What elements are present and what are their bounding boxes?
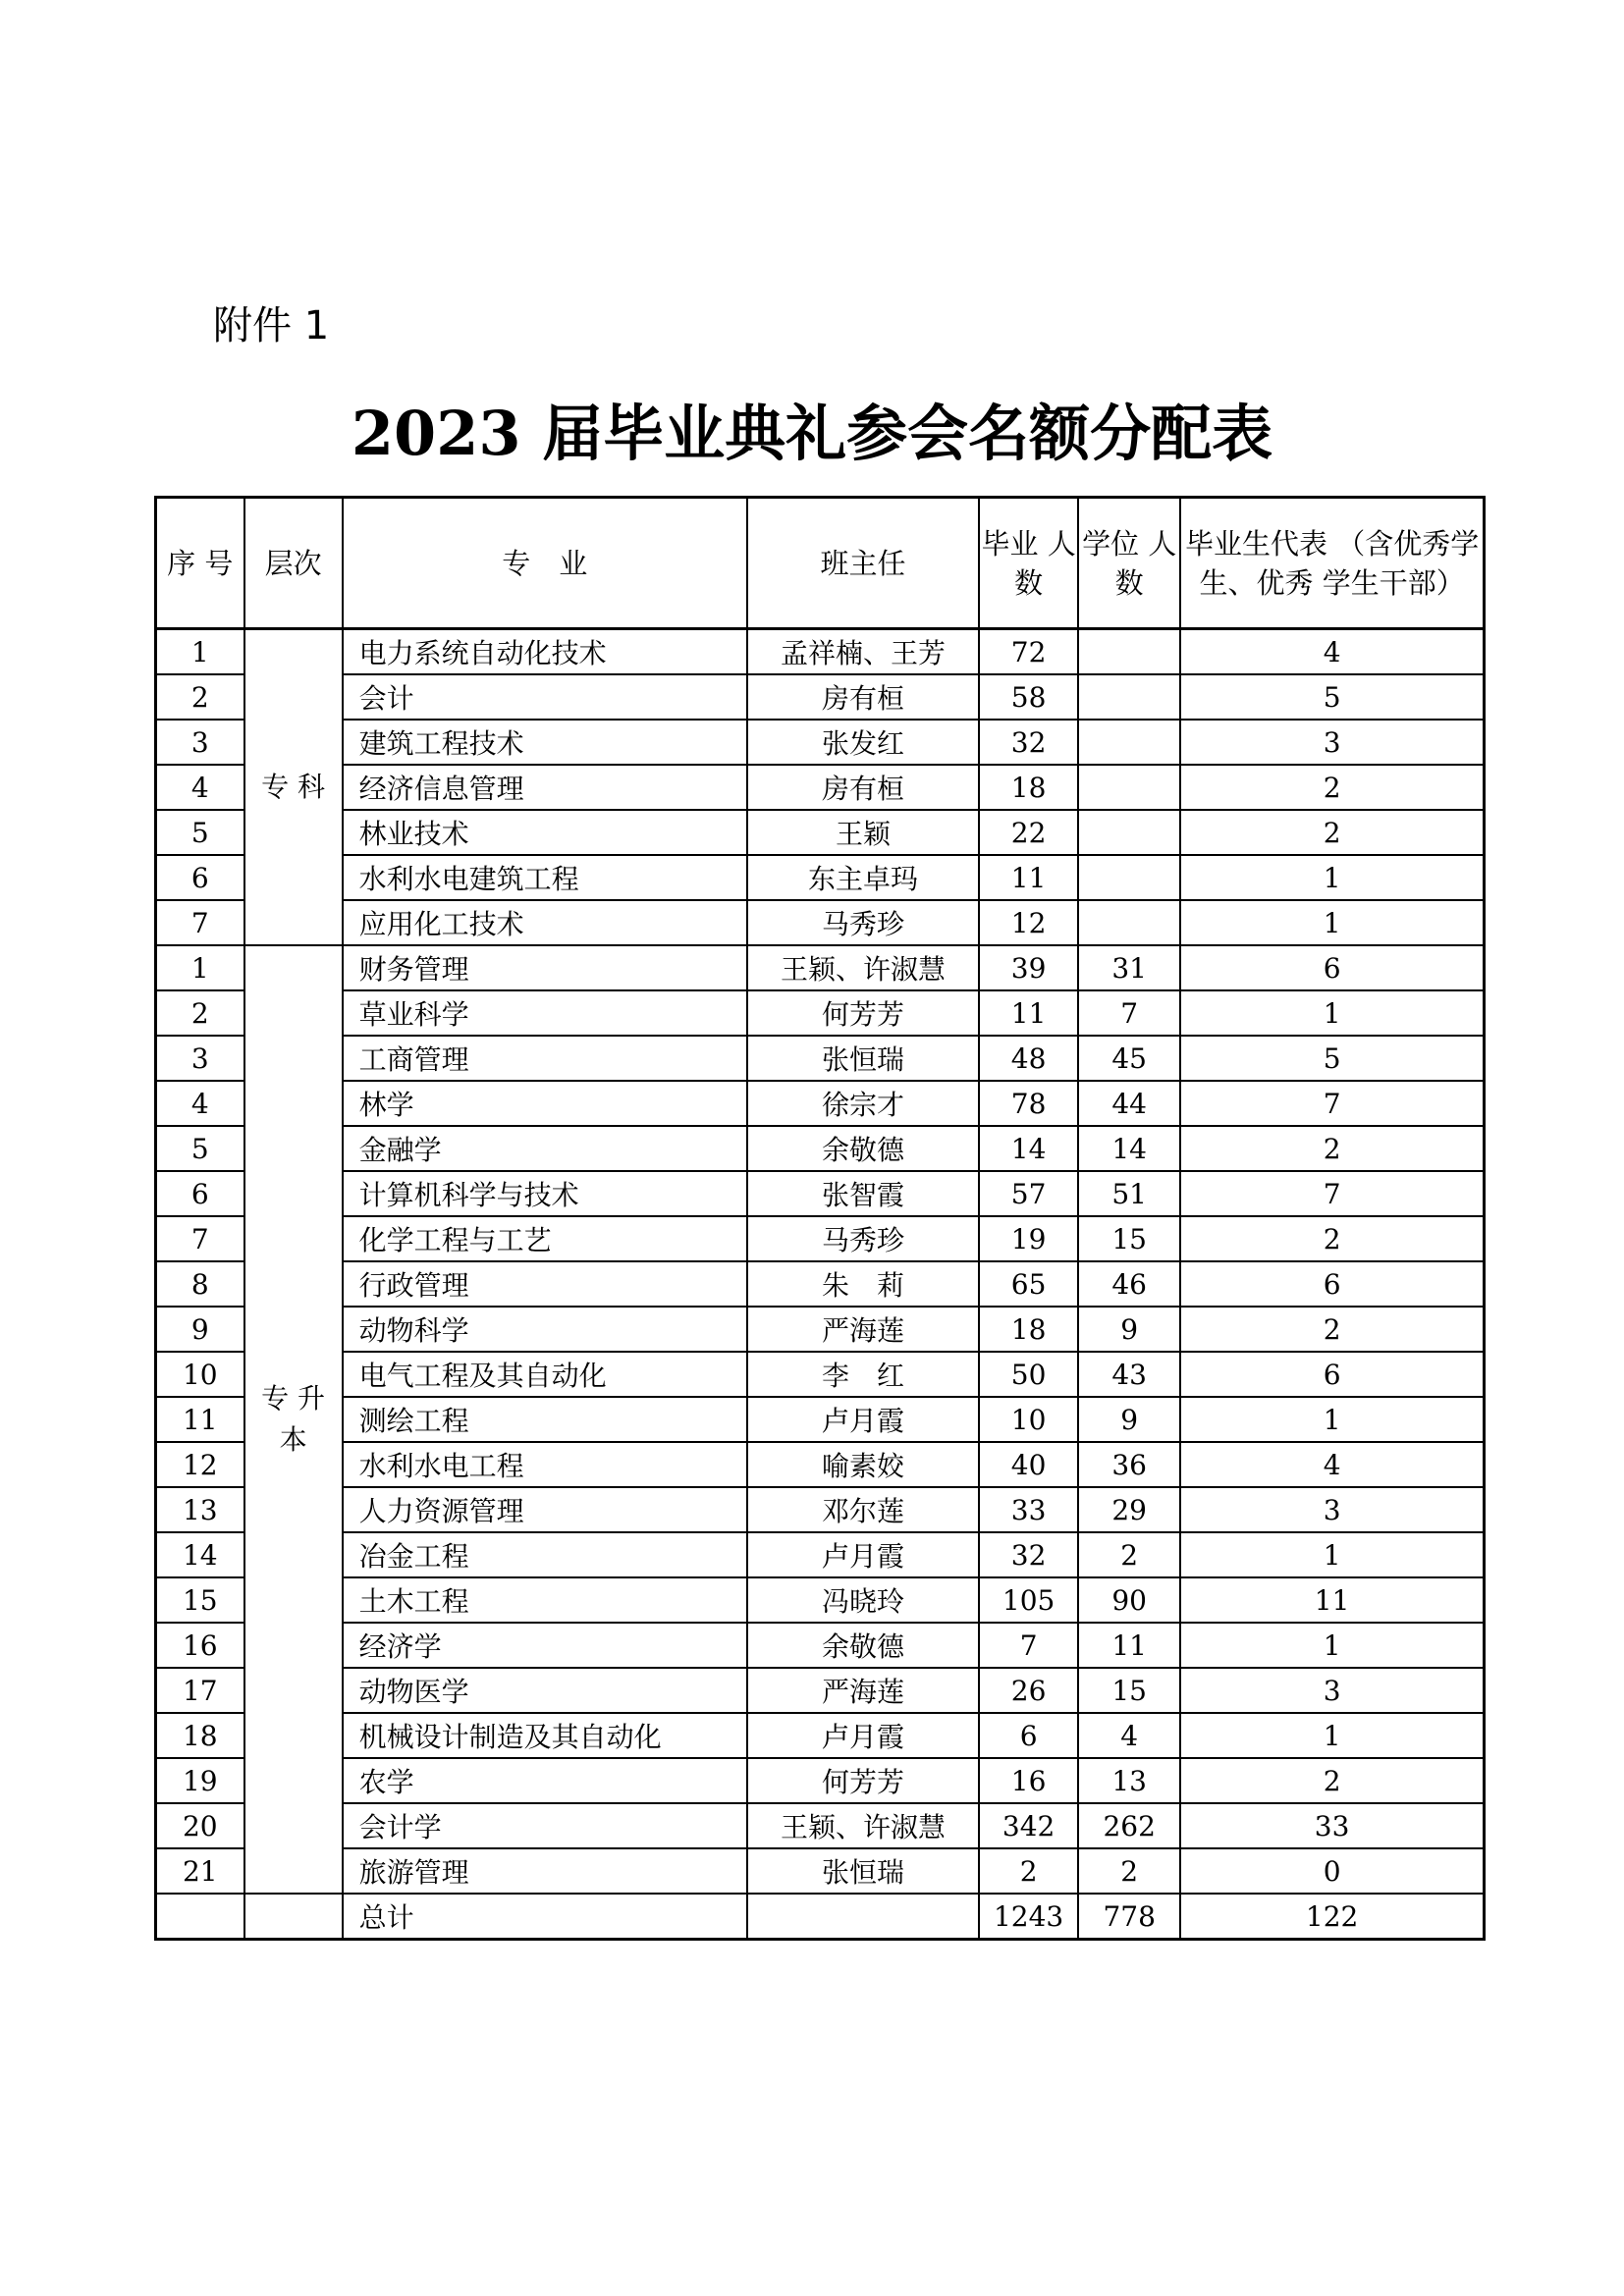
cell-teacher: 李 红	[747, 1352, 979, 1397]
cell-grad-count: 78	[979, 1081, 1078, 1126]
cell-grad-count: 14	[979, 1126, 1078, 1171]
cell-grad-count: 26	[979, 1668, 1078, 1713]
cell-teacher: 东主卓玛	[747, 855, 979, 900]
cell-representatives: 6	[1180, 1352, 1484, 1397]
cell-major: 动物医学	[343, 1668, 747, 1713]
cell-seq: 6	[156, 855, 244, 900]
cell-seq: 3	[156, 1036, 244, 1081]
cell-grad-count: 18	[979, 765, 1078, 810]
total-row	[156, 1894, 1485, 1940]
cell-grad-count: 16	[979, 1758, 1078, 1803]
cell-seq: 9	[156, 1307, 244, 1352]
cell-representatives: 7	[1180, 1171, 1484, 1216]
cell-grad-count: 11	[979, 855, 1078, 900]
cell-degree-count: 44	[1078, 1081, 1180, 1126]
table-row	[156, 1352, 1485, 1397]
cell-grad-count: 65	[979, 1261, 1078, 1307]
cell-teacher: 孟祥楠、王芳	[747, 629, 979, 675]
cell-degree-count: 2	[1078, 1848, 1180, 1894]
cell-seq: 6	[156, 1171, 244, 1216]
cell-major: 会计	[343, 674, 747, 720]
cell-teacher: 张发红	[747, 720, 979, 765]
cell-teacher: 冯晓玲	[747, 1577, 979, 1623]
table-row	[156, 1397, 1485, 1442]
cell-teacher: 王颖	[747, 810, 979, 855]
cell-representatives: 2	[1180, 810, 1484, 855]
cell-teacher: 严海莲	[747, 1668, 979, 1713]
cell-level: 专 升 本	[244, 945, 343, 1894]
table-row	[156, 1577, 1485, 1623]
cell-degree-count: 15	[1078, 1216, 1180, 1261]
cell-seq: 16	[156, 1623, 244, 1668]
cell-seq: 3	[156, 720, 244, 765]
table-row	[156, 990, 1485, 1036]
cell-degree-count: 45	[1078, 1036, 1180, 1081]
table-row	[156, 629, 1485, 675]
cell-seq: 11	[156, 1397, 244, 1442]
cell-teacher: 喻素姣	[747, 1442, 979, 1487]
cell-degree-count: 31	[1078, 945, 1180, 990]
cell-grad-count: 39	[979, 945, 1078, 990]
cell-grad-count: 18	[979, 1307, 1078, 1352]
cell-major: 水利水电建筑工程	[343, 855, 747, 900]
cell-degree-count: 14	[1078, 1126, 1180, 1171]
attachment-label: 附件 1	[213, 303, 330, 348]
header-level: 层次	[244, 498, 343, 629]
cell-representatives: 5	[1180, 674, 1484, 720]
cell-grad-count: 11	[979, 990, 1078, 1036]
cell-major: 电气工程及其自动化	[343, 1352, 747, 1397]
cell-representatives: 1	[1180, 1623, 1484, 1668]
cell-major: 计算机科学与技术	[343, 1171, 747, 1216]
cell-seq	[156, 1894, 244, 1940]
cell-major: 测绘工程	[343, 1397, 747, 1442]
cell-seq: 21	[156, 1848, 244, 1894]
table-row	[156, 765, 1485, 810]
table-row	[156, 1036, 1485, 1081]
cell-teacher: 余敬德	[747, 1126, 979, 1171]
cell-degree-count: 46	[1078, 1261, 1180, 1307]
cell-seq: 5	[156, 1126, 244, 1171]
cell-teacher: 房有桓	[747, 674, 979, 720]
cell-teacher: 卢月霞	[747, 1397, 979, 1442]
cell-representatives: 2	[1180, 1216, 1484, 1261]
cell-teacher: 何芳芳	[747, 1758, 979, 1803]
table-row	[156, 1487, 1485, 1532]
cell-representatives: 3	[1180, 720, 1484, 765]
cell-teacher: 朱 莉	[747, 1261, 979, 1307]
cell-teacher: 卢月霞	[747, 1532, 979, 1577]
cell-representatives: 3	[1180, 1668, 1484, 1713]
cell-representatives: 1	[1180, 900, 1484, 945]
cell-major: 应用化工技术	[343, 900, 747, 945]
cell-grad-count: 10	[979, 1397, 1078, 1442]
cell-major: 农学	[343, 1758, 747, 1803]
cell-seq: 18	[156, 1713, 244, 1758]
cell-major: 人力资源管理	[343, 1487, 747, 1532]
cell-major: 会计学	[343, 1803, 747, 1848]
table-row	[156, 810, 1485, 855]
cell-grad-count: 19	[979, 1216, 1078, 1261]
total-degree-count: 778	[1078, 1894, 1180, 1940]
cell-representatives: 1	[1180, 1397, 1484, 1442]
cell-degree-count: 43	[1078, 1352, 1180, 1397]
cell-degree-count: 9	[1078, 1307, 1180, 1352]
cell-teacher: 张恒瑞	[747, 1848, 979, 1894]
cell-representatives: 1	[1180, 990, 1484, 1036]
cell-seq: 4	[156, 765, 244, 810]
cell-representatives: 2	[1180, 1758, 1484, 1803]
cell-degree-count: 51	[1078, 1171, 1180, 1216]
cell-seq: 12	[156, 1442, 244, 1487]
cell-grad-count: 7	[979, 1623, 1078, 1668]
cell-seq: 20	[156, 1803, 244, 1848]
header-degree-count: 学位 人数	[1078, 498, 1180, 629]
cell-representatives: 5	[1180, 1036, 1484, 1081]
cell-grad-count: 40	[979, 1442, 1078, 1487]
table-row	[156, 1307, 1485, 1352]
table-row	[156, 1261, 1485, 1307]
cell-representatives: 6	[1180, 945, 1484, 990]
table-row	[156, 1532, 1485, 1577]
cell-degree-count: 9	[1078, 1397, 1180, 1442]
cell-representatives: 11	[1180, 1577, 1484, 1623]
cell-teacher: 张恒瑞	[747, 1036, 979, 1081]
cell-major: 化学工程与工艺	[343, 1216, 747, 1261]
cell-grad-count: 342	[979, 1803, 1078, 1848]
cell-representatives: 2	[1180, 765, 1484, 810]
cell-seq: 1	[156, 629, 244, 675]
cell-grad-count: 105	[979, 1577, 1078, 1623]
cell-grad-count: 32	[979, 720, 1078, 765]
cell-teacher: 徐宗才	[747, 1081, 979, 1126]
cell-major: 工商管理	[343, 1036, 747, 1081]
cell-grad-count: 57	[979, 1171, 1078, 1216]
cell-major: 经济信息管理	[343, 765, 747, 810]
header-seq: 序 号	[156, 498, 244, 629]
cell-degree-count	[1078, 674, 1180, 720]
cell-seq: 5	[156, 810, 244, 855]
cell-degree-count	[1078, 720, 1180, 765]
cell-major: 水利水电工程	[343, 1442, 747, 1487]
cell-degree-count	[1078, 765, 1180, 810]
cell-degree-count: 90	[1078, 1577, 1180, 1623]
cell-grad-count: 2	[979, 1848, 1078, 1894]
cell-major: 电力系统自动化技术	[343, 629, 747, 675]
table-row	[156, 1713, 1485, 1758]
table-row	[156, 945, 1485, 990]
cell-seq: 19	[156, 1758, 244, 1803]
cell-major: 机械设计制造及其自动化	[343, 1713, 747, 1758]
cell-teacher: 房有桓	[747, 765, 979, 810]
cell-seq: 8	[156, 1261, 244, 1307]
cell-representatives: 7	[1180, 1081, 1484, 1126]
table-row	[156, 1442, 1485, 1487]
cell-major: 冶金工程	[343, 1532, 747, 1577]
cell-representatives: 0	[1180, 1848, 1484, 1894]
cell-degree-count: 13	[1078, 1758, 1180, 1803]
header-grad-count: 毕业 人数	[979, 498, 1078, 629]
table-row	[156, 1081, 1485, 1126]
cell-teacher: 余敬德	[747, 1623, 979, 1668]
cell-seq: 13	[156, 1487, 244, 1532]
cell-seq: 2	[156, 674, 244, 720]
header-teacher: 班主任	[747, 498, 979, 629]
cell-major: 动物科学	[343, 1307, 747, 1352]
cell-major: 财务管理	[343, 945, 747, 990]
table-row	[156, 900, 1485, 945]
cell-degree-count	[1078, 855, 1180, 900]
total-label: 总计	[343, 1894, 747, 1940]
cell-teacher: 邓尔莲	[747, 1487, 979, 1532]
cell-seq: 17	[156, 1668, 244, 1713]
table-row	[156, 720, 1485, 765]
cell-seq: 7	[156, 900, 244, 945]
cell-grad-count: 58	[979, 674, 1078, 720]
cell-teacher: 马秀珍	[747, 900, 979, 945]
cell-seq: 1	[156, 945, 244, 990]
cell-representatives: 1	[1180, 1713, 1484, 1758]
cell-degree-count: 15	[1078, 1668, 1180, 1713]
cell-teacher: 王颖、许淑慧	[747, 1803, 979, 1848]
cell-level: 专 科	[244, 629, 343, 946]
cell-grad-count: 33	[979, 1487, 1078, 1532]
cell-major: 林业技术	[343, 810, 747, 855]
table-header	[156, 498, 1485, 629]
cell-seq: 15	[156, 1577, 244, 1623]
cell-degree-count: 29	[1078, 1487, 1180, 1532]
cell-grad-count: 72	[979, 629, 1078, 675]
cell-representatives: 4	[1180, 1442, 1484, 1487]
table-row	[156, 1623, 1485, 1668]
table-row	[156, 1803, 1485, 1848]
cell-grad-count: 50	[979, 1352, 1078, 1397]
cell-degree-count: 7	[1078, 990, 1180, 1036]
cell-representatives: 2	[1180, 1126, 1484, 1171]
table-row	[156, 1216, 1485, 1261]
cell-teacher: 马秀珍	[747, 1216, 979, 1261]
table-row	[156, 1668, 1485, 1713]
cell-teacher: 何芳芳	[747, 990, 979, 1036]
cell-grad-count: 6	[979, 1713, 1078, 1758]
cell-grad-count: 48	[979, 1036, 1078, 1081]
cell-seq: 2	[156, 990, 244, 1036]
table-row	[156, 1171, 1485, 1216]
cell-teacher	[747, 1894, 979, 1940]
cell-representatives: 4	[1180, 629, 1484, 675]
cell-representatives: 3	[1180, 1487, 1484, 1532]
cell-major: 草业科学	[343, 990, 747, 1036]
cell-seq: 14	[156, 1532, 244, 1577]
cell-teacher: 卢月霞	[747, 1713, 979, 1758]
cell-level	[244, 1894, 343, 1940]
cell-seq: 7	[156, 1216, 244, 1261]
allocation-table	[154, 496, 1486, 1941]
cell-representatives: 2	[1180, 1307, 1484, 1352]
cell-representatives: 6	[1180, 1261, 1484, 1307]
cell-seq: 10	[156, 1352, 244, 1397]
cell-degree-count	[1078, 810, 1180, 855]
cell-major: 林学	[343, 1081, 747, 1126]
cell-representatives: 1	[1180, 855, 1484, 900]
cell-representatives: 1	[1180, 1532, 1484, 1577]
cell-degree-count: 2	[1078, 1532, 1180, 1577]
cell-seq: 4	[156, 1081, 244, 1126]
total-representatives: 122	[1180, 1894, 1484, 1940]
cell-degree-count	[1078, 900, 1180, 945]
cell-major: 旅游管理	[343, 1848, 747, 1894]
cell-grad-count: 22	[979, 810, 1078, 855]
cell-degree-count: 11	[1078, 1623, 1180, 1668]
table-row	[156, 1848, 1485, 1894]
cell-teacher: 严海莲	[747, 1307, 979, 1352]
cell-teacher: 王颖、许淑慧	[747, 945, 979, 990]
cell-major: 建筑工程技术	[343, 720, 747, 765]
header-representatives: 毕业生代表 （含优秀学生、优秀 学生干部）	[1180, 498, 1484, 629]
document-title: 2023 届毕业典礼参会名额分配表	[351, 398, 1273, 469]
table-row	[156, 855, 1485, 900]
cell-degree-count	[1078, 629, 1180, 675]
cell-degree-count: 36	[1078, 1442, 1180, 1487]
cell-representatives: 33	[1180, 1803, 1484, 1848]
header-major: 专 业	[343, 498, 747, 629]
cell-major: 金融学	[343, 1126, 747, 1171]
cell-major: 行政管理	[343, 1261, 747, 1307]
cell-grad-count: 32	[979, 1532, 1078, 1577]
cell-grad-count: 12	[979, 900, 1078, 945]
cell-degree-count: 262	[1078, 1803, 1180, 1848]
table-row	[156, 1126, 1485, 1171]
cell-major: 土木工程	[343, 1577, 747, 1623]
cell-degree-count: 4	[1078, 1713, 1180, 1758]
table-row	[156, 674, 1485, 720]
table-row	[156, 1758, 1485, 1803]
cell-major: 经济学	[343, 1623, 747, 1668]
cell-teacher: 张智霞	[747, 1171, 979, 1216]
total-grad-count: 1243	[979, 1894, 1078, 1940]
table-body	[156, 629, 1485, 1940]
